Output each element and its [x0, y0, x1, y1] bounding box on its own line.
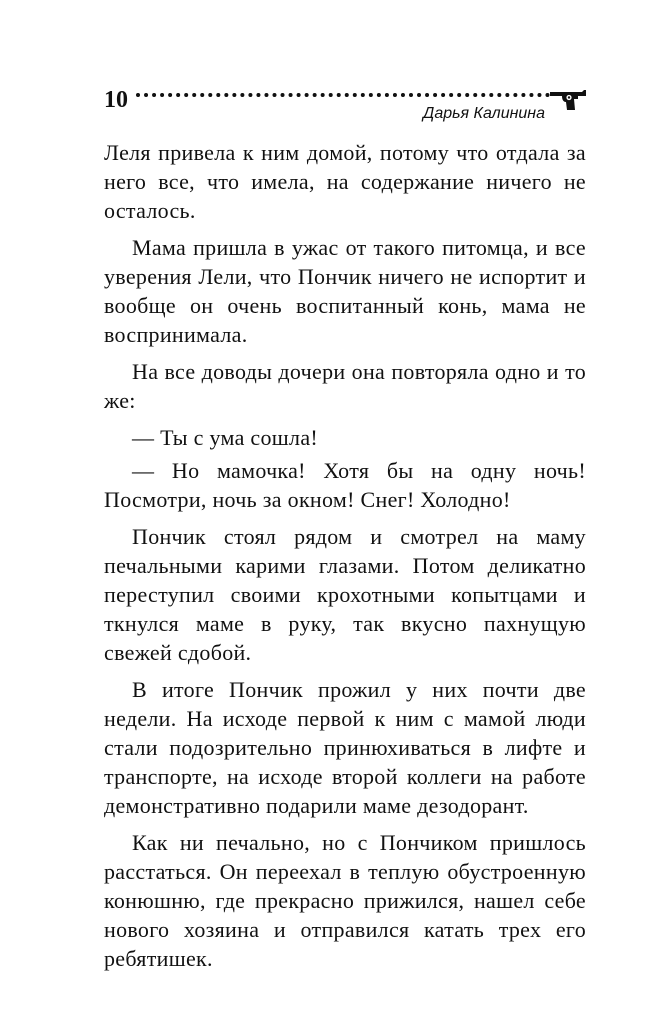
paragraph: На все доводы дочери она повторяла одно и то же:	[104, 359, 586, 413]
pistol-icon	[548, 86, 588, 114]
paragraph: Леля привела к ним домой, потому что отдала за него все, что имела, на содержание ничего не осталось.	[104, 140, 586, 223]
paragraph: Пончик стоял рядом и смотрел на маму печальными карими глазами. Потом деликатно переступил своими крохотными копытцами и ткнулся маме в руку, так вкусно пахнущую свежей сдобой.	[104, 524, 586, 665]
running-head-author: Дарья Калинина	[423, 105, 545, 122]
header-dotted-rule	[136, 93, 550, 97]
dialogue-line: — Ты с ума сошла!	[132, 425, 319, 450]
paragraph: Как ни печально, но с Пончиком пришлось расстаться. Он переехал в теплую обустроенную конюшню, где прекрасно прижился, нашел себе нового хозяина и отправился катать трех его ребятишек.	[104, 830, 586, 971]
paragraph: Мама пришла в ужас от такого питомца, и все уверения Лели, что Пончик ничего не испортит и вообще он очень воспитанный конь, мама не воспринимала.	[104, 235, 586, 347]
body-text	[104, 138, 586, 981]
page-number: 10	[104, 87, 128, 113]
paragraph: В итоге Пончик прожил у них почти две недели. На исходе первой к ним с мамой люди стали подозрительно принюхиваться в лифте и транспорте, на исходе второй коллеги на работе демонстративно подарили маме дезодорант.	[104, 677, 586, 818]
dialogue-line: — Но мамочка! Хотя бы на одну ночь! Посмотри, ночь за окном! Снег! Холодно!	[104, 458, 586, 512]
